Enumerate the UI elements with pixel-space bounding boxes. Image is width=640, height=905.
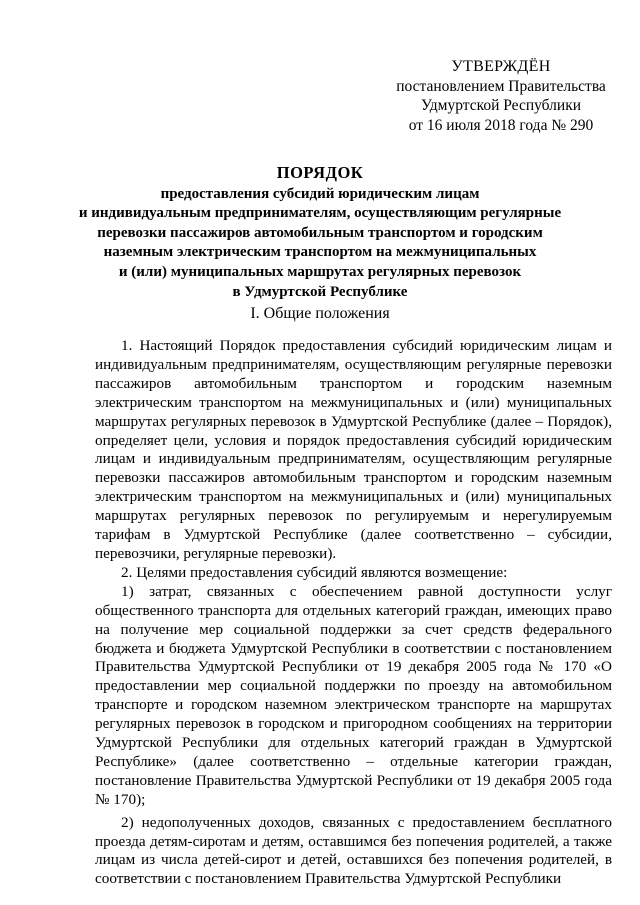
heading-line: и (или) муниципальных маршрутах регулярных перевозок bbox=[118, 263, 522, 280]
heading-line: предоставления субсидий юридическим лицам bbox=[160, 185, 480, 202]
heading-line: перевозки пассажиров автомобильным транспортом и городским bbox=[97, 224, 543, 241]
paragraph: 2) недополученных доходов, связанных с предоставлением бесплатного проезда детям-сиротам и детям, оставшимся без попечения родителей, а также лицам из числа детей-сирот и детей, оставшихся без попечения родителей, в соответствии с постановлением Правительства Удмуртской Республики bbox=[95, 813, 612, 888]
approval-line: постановлением Правительства bbox=[396, 77, 606, 95]
approval-title: УТВЕРЖДЁН bbox=[451, 58, 551, 75]
heading-line: в Удмуртской Республике bbox=[232, 283, 408, 300]
document-heading bbox=[70, 163, 570, 302]
heading-line: и индивидуальным предпринимателям, осуществляющим регулярные bbox=[78, 205, 562, 222]
paragraph: 1. Настоящий Порядок предоставления субсидий юридическим лицам и индивидуальным предпринимателям, осуществляющим регулярные перевозки пассажиров автомобильным транспортом и городским наземным электрическим транспортом на межмуниципальных и (или) муниципальных маршрутах регулярных перевозок в Удмуртской Республике (далее – Порядок), определяет цели, условия и порядок предоставления субсидий юридическим лицам и индивидуальным предпринимателям, осуществляющим регулярные перевозки пассажиров автомобильным транспортом и городским наземным электрическим транспортом на межмуниципальных и (или) муниципальных маршрутах регулярных перевозок по регулируемым и нерегулируемым тарифам в Удмуртской Республике (далее соответственно – субсидии, перевозчики, регулярные перевозки). bbox=[95, 337, 612, 562]
paragraph: 1) затрат, связанных с обеспечением равной доступности услуг общественного транспорта для отдельных категорий граждан, имеющих право на получение мер социальной поддержки за счет средств федерального бюджета и бюджета Удмуртской Республики в соответствии с постановлением Правительства Удмуртской Республики от 19 декабря 2005 года № 170 «О предоставлении мер социальной поддержки по проезду на автомобильном транспорте и городском наземном электрическом транспорте на маршрутах регулярных перевозок в городском и пригородном сообщениях на территории Удмуртской Республики для отдельных категорий граждан в Удмуртской Республике» (далее соответственно – отдельные категории граждан, постановление Правительства Удмуртской Республики от 19 декабря 2005 года № 170); bbox=[95, 582, 612, 808]
approval-line: от 16 июля 2018 года № 290 bbox=[408, 116, 594, 134]
document-title: ПОРЯДОК bbox=[276, 163, 364, 182]
paragraph: 2. Целями предоставления субсидий являются возмещение: bbox=[121, 563, 508, 581]
heading-line: наземным электрическим транспортом на межмуниципальных bbox=[103, 244, 537, 261]
section-title: I. Общие положения bbox=[250, 305, 390, 322]
document-body bbox=[95, 337, 612, 889]
approval-stamp bbox=[385, 57, 617, 135]
approval-line: Удмуртской Республики bbox=[420, 97, 582, 114]
